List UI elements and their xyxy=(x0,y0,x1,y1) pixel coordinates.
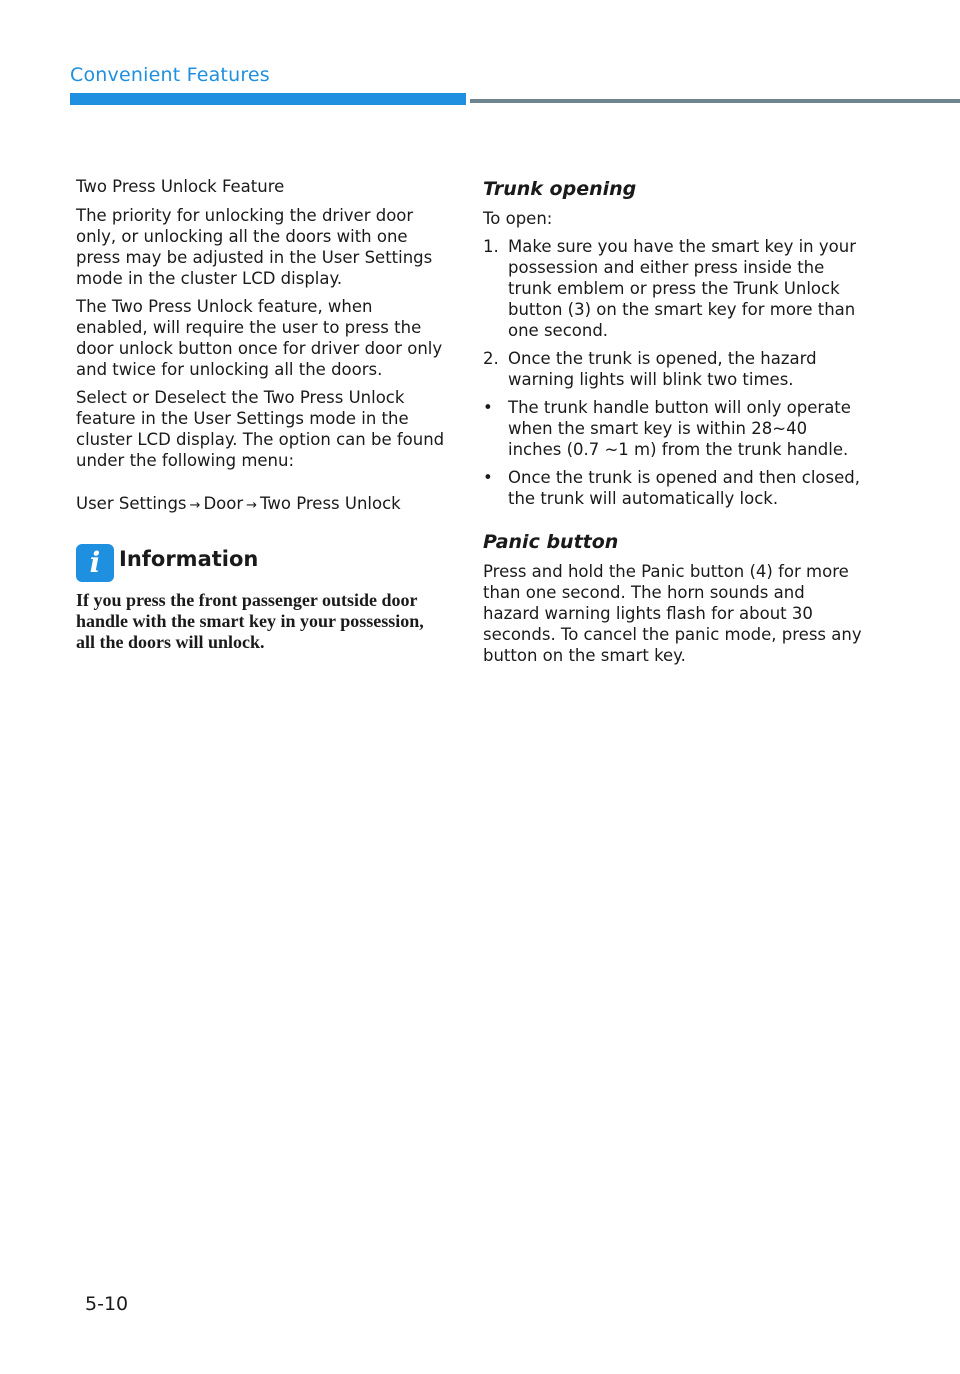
information-header xyxy=(76,544,446,580)
step-text: Make sure you have the smart key in your possession and either press inside the trunk emblem or press the Trunk Unlock button (3) on the smart key for more than one second. xyxy=(508,237,856,340)
arrow-right-icon: → xyxy=(246,498,258,513)
section-title: Convenient Features xyxy=(70,64,270,86)
information-title: Information xyxy=(119,547,259,571)
information-text: If you press the front passenger outside door handle with the smart key in your possession, all the doors will unlock. xyxy=(76,590,424,652)
header-rule-accent xyxy=(70,93,466,105)
paragraph: Select or Deselect the Two Press Unlock feature in the User Settings mode in the cluster LCD display. The option can be found under the following menu: xyxy=(76,388,445,470)
step-text: Once the trunk is opened, the hazard warning lights will blink two times. xyxy=(508,349,817,389)
bullet-icon: • xyxy=(483,468,493,487)
bullet-text: Once the trunk is opened and then closed, the trunk will automatically lock. xyxy=(508,468,860,508)
page-number: 5-10 xyxy=(85,1293,129,1315)
bullet-text: The trunk handle button will only operate when the smart key is within 28~40 inches (0.7 ~1 m) from the trunk handle. xyxy=(508,398,851,459)
menu-path xyxy=(76,493,446,516)
feature-caption: Two Press Unlock Feature xyxy=(76,177,285,196)
panic-button-heading: Panic button xyxy=(483,531,619,553)
bullet-icon: • xyxy=(483,398,493,417)
header-rule-grey xyxy=(470,99,960,103)
list-item xyxy=(483,348,863,390)
paragraph: The priority for unlocking the driver door only, or unlocking all the doors with one press may be adjusted in the User Settings mode in the cluster LCD display. xyxy=(76,206,433,288)
menu-path-step: Door xyxy=(203,494,244,513)
menu-path-step: Two Press Unlock xyxy=(260,494,401,513)
info-icon: i xyxy=(76,544,114,582)
list-item xyxy=(483,467,863,509)
arrow-right-icon: → xyxy=(189,498,201,513)
step-marker: 1. xyxy=(483,237,499,256)
information-box xyxy=(76,544,446,653)
left-column xyxy=(76,176,446,653)
trunk-intro: To open: xyxy=(483,209,553,228)
list-item xyxy=(483,397,863,460)
menu-path-step: User Settings xyxy=(76,494,187,513)
step-marker: 2. xyxy=(483,349,499,368)
right-column xyxy=(483,176,863,673)
paragraph: The Two Press Unlock feature, when enabled, will require the user to press the door unlock button once for driver door only and twice for unlocking all the doors. xyxy=(76,297,443,379)
panic-button-text: Press and hold the Panic button (4) for more than one second. The horn sounds and hazard warning lights flash for about 30 seconds. To cancel the panic mode, press any button on the smart key. xyxy=(483,562,862,665)
list-item xyxy=(483,236,863,341)
trunk-opening-heading: Trunk opening xyxy=(483,178,637,200)
